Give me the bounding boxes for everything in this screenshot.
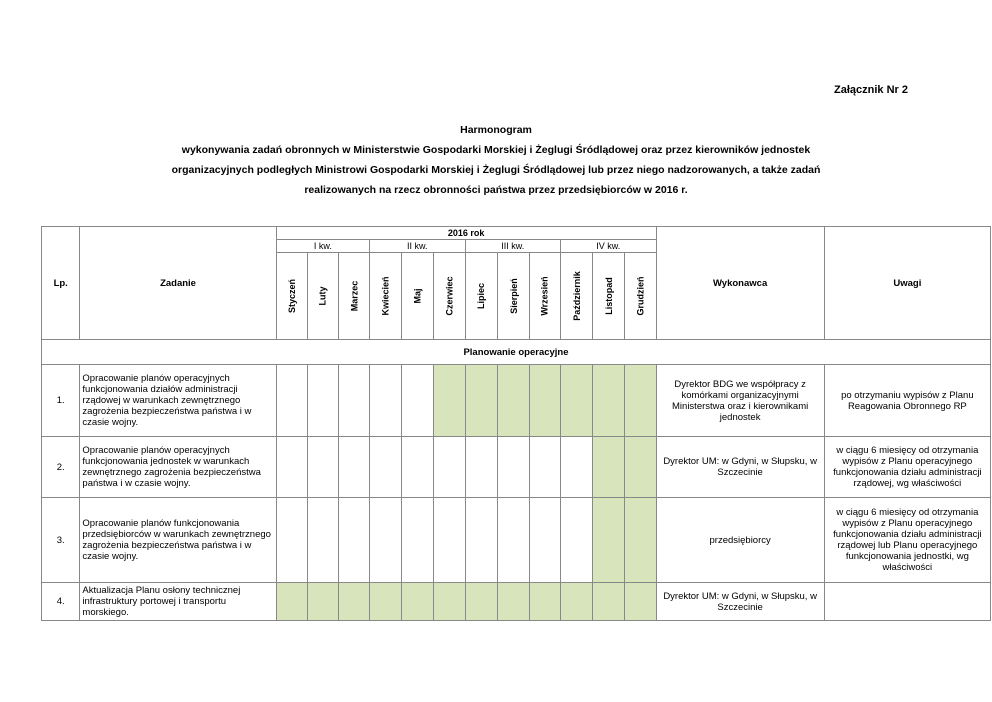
- month-cell-active: [497, 365, 529, 437]
- row-task: Aktualizacja Planu osłony technicznej infrastruktury portowej i transportu morskiego.: [80, 583, 276, 621]
- header-month: Październik: [561, 253, 593, 340]
- header-month: Luty: [307, 253, 338, 340]
- row-task: Opracowanie planów operacyjnych funkcjonowania działów administracji rządowej w warunkach zewnętrznego zagrożenia bezpieczeństwa państwa i w czasie wojny.: [80, 365, 276, 437]
- header-quarter: II kw.: [370, 240, 465, 253]
- month-cell-active: [529, 365, 560, 437]
- month-cell-active: [465, 583, 497, 621]
- month-cell: [276, 365, 307, 437]
- title-line: wykonywania zadań obronnych w Ministerstwie Gospodarki Morskiej i Żeglugi Śródlądowej oraz przez kierowników jednostek: [181, 144, 811, 156]
- month-cell: [402, 365, 434, 437]
- month-cell-active: [561, 583, 593, 621]
- annex-label: Załącznik Nr 2: [834, 84, 908, 96]
- section-heading: Planowanie operacyjne: [42, 340, 991, 365]
- table-row: [42, 365, 991, 437]
- header-month: Kwiecień: [370, 253, 402, 340]
- month-cell: [338, 437, 369, 498]
- month-cell: [370, 365, 402, 437]
- header-year: 2016 rok: [276, 227, 656, 240]
- month-cell: [338, 365, 369, 437]
- row-notes: po otrzymaniu wypisów z Planu Reagowania Obronnego RP: [824, 365, 990, 437]
- header-task: Zadanie: [80, 227, 276, 340]
- month-cell: [370, 498, 402, 583]
- month-cell-active: [434, 365, 465, 437]
- header-month: Czerwiec: [434, 253, 465, 340]
- month-cell: [529, 437, 560, 498]
- month-cell: [434, 498, 465, 583]
- header-quarter: I kw.: [276, 240, 369, 253]
- month-cell-active: [625, 498, 656, 583]
- row-executor: Dyrektor UM: w Gdyni, w Słupsku, w Szczecinie: [656, 583, 824, 621]
- month-cell: [402, 498, 434, 583]
- header-notes: Uwagi: [824, 227, 990, 340]
- month-cell-active: [625, 583, 656, 621]
- row-lp: 2.: [42, 437, 80, 498]
- header-quarter: III kw.: [465, 240, 560, 253]
- row-lp: 1.: [42, 365, 80, 437]
- row-executor: Dyrektor BDG we współpracy z komórkami organizacyjnymi Ministerstwa oraz i kierownikami jednostek: [656, 365, 824, 437]
- month-cell: [338, 498, 369, 583]
- table-row: [42, 498, 991, 583]
- row-task: Opracowanie planów operacyjnych funkcjonowania jednostek w warunkach zewnętrznego zagrożenia bezpieczeństwa państwa i w czasie wojny.: [80, 437, 276, 498]
- month-cell-active: [497, 583, 529, 621]
- month-cell: [561, 437, 593, 498]
- schedule-table: [41, 226, 991, 621]
- row-task: Opracowanie planów funkcjonowania przedsiębiorców w warunkach zewnętrznego zagrożenia bezpieczeństwa państwa i w czasie wojny.: [80, 498, 276, 583]
- header-month: Wrzesień: [529, 253, 560, 340]
- month-cell: [276, 437, 307, 498]
- month-cell-active: [370, 583, 402, 621]
- title-line: realizowanych na rzecz obronności państwa przez przedsiębiorców w 2016 r.: [304, 184, 688, 196]
- month-cell-active: [593, 498, 625, 583]
- table-row: [42, 437, 991, 498]
- header-quarter: IV kw.: [561, 240, 657, 253]
- month-cell: [561, 498, 593, 583]
- row-lp: 3.: [42, 498, 80, 583]
- table-row: [42, 583, 991, 621]
- month-cell: [529, 498, 560, 583]
- month-cell: [465, 437, 497, 498]
- month-cell: [307, 437, 338, 498]
- row-notes: [824, 583, 990, 621]
- month-cell: [497, 498, 529, 583]
- month-cell-active: [402, 583, 434, 621]
- header-month: Marzec: [338, 253, 369, 340]
- month-cell-active: [593, 583, 625, 621]
- header-month: Styczeń: [276, 253, 307, 340]
- month-cell-active: [561, 365, 593, 437]
- month-cell: [497, 437, 529, 498]
- title-line: Harmonogram: [460, 124, 532, 136]
- month-cell-active: [434, 583, 465, 621]
- row-executor: Dyrektor UM: w Gdyni, w Słupsku, w Szczecinie: [656, 437, 824, 498]
- header-executor: Wykonawca: [656, 227, 824, 340]
- header-month: Grudzień: [625, 253, 656, 340]
- month-cell-active: [625, 437, 656, 498]
- row-notes: w ciągu 6 miesięcy od otrzymania wypisów z Planu operacyjnego funkcjonowania działu administracji rządowej, wg właściwości: [824, 437, 990, 498]
- month-cell-active: [276, 583, 307, 621]
- month-cell: [276, 498, 307, 583]
- row-lp: 4.: [42, 583, 80, 621]
- row-executor: przedsiębiorcy: [656, 498, 824, 583]
- month-cell: [370, 437, 402, 498]
- document-title: [0, 120, 992, 200]
- header-lp: Lp.: [42, 227, 80, 340]
- row-notes: w ciągu 6 miesięcy od otrzymania wypisów z Planu operacyjnego funkcjonowania działu administracji rządowej lub Planu operacyjnego funkcjonowania jednostki, wg właściwości: [824, 498, 990, 583]
- month-cell-active: [465, 365, 497, 437]
- header-month: Listopad: [593, 253, 625, 340]
- month-cell: [307, 498, 338, 583]
- month-cell: [434, 437, 465, 498]
- month-cell-active: [593, 437, 625, 498]
- month-cell-active: [529, 583, 560, 621]
- header-month: Maj: [402, 253, 434, 340]
- month-cell: [465, 498, 497, 583]
- title-line: organizacyjnych podległych Ministrowi Gospodarki Morskiej i Żeglugi Śródlądowej lub przez niego nadzorowanych, a także zadań: [171, 164, 821, 176]
- month-cell: [402, 437, 434, 498]
- month-cell-active: [625, 365, 656, 437]
- month-cell-active: [307, 583, 338, 621]
- month-cell-active: [593, 365, 625, 437]
- header-month: Sierpień: [497, 253, 529, 340]
- header-month: Lipiec: [465, 253, 497, 340]
- month-cell-active: [338, 583, 369, 621]
- month-cell: [307, 365, 338, 437]
